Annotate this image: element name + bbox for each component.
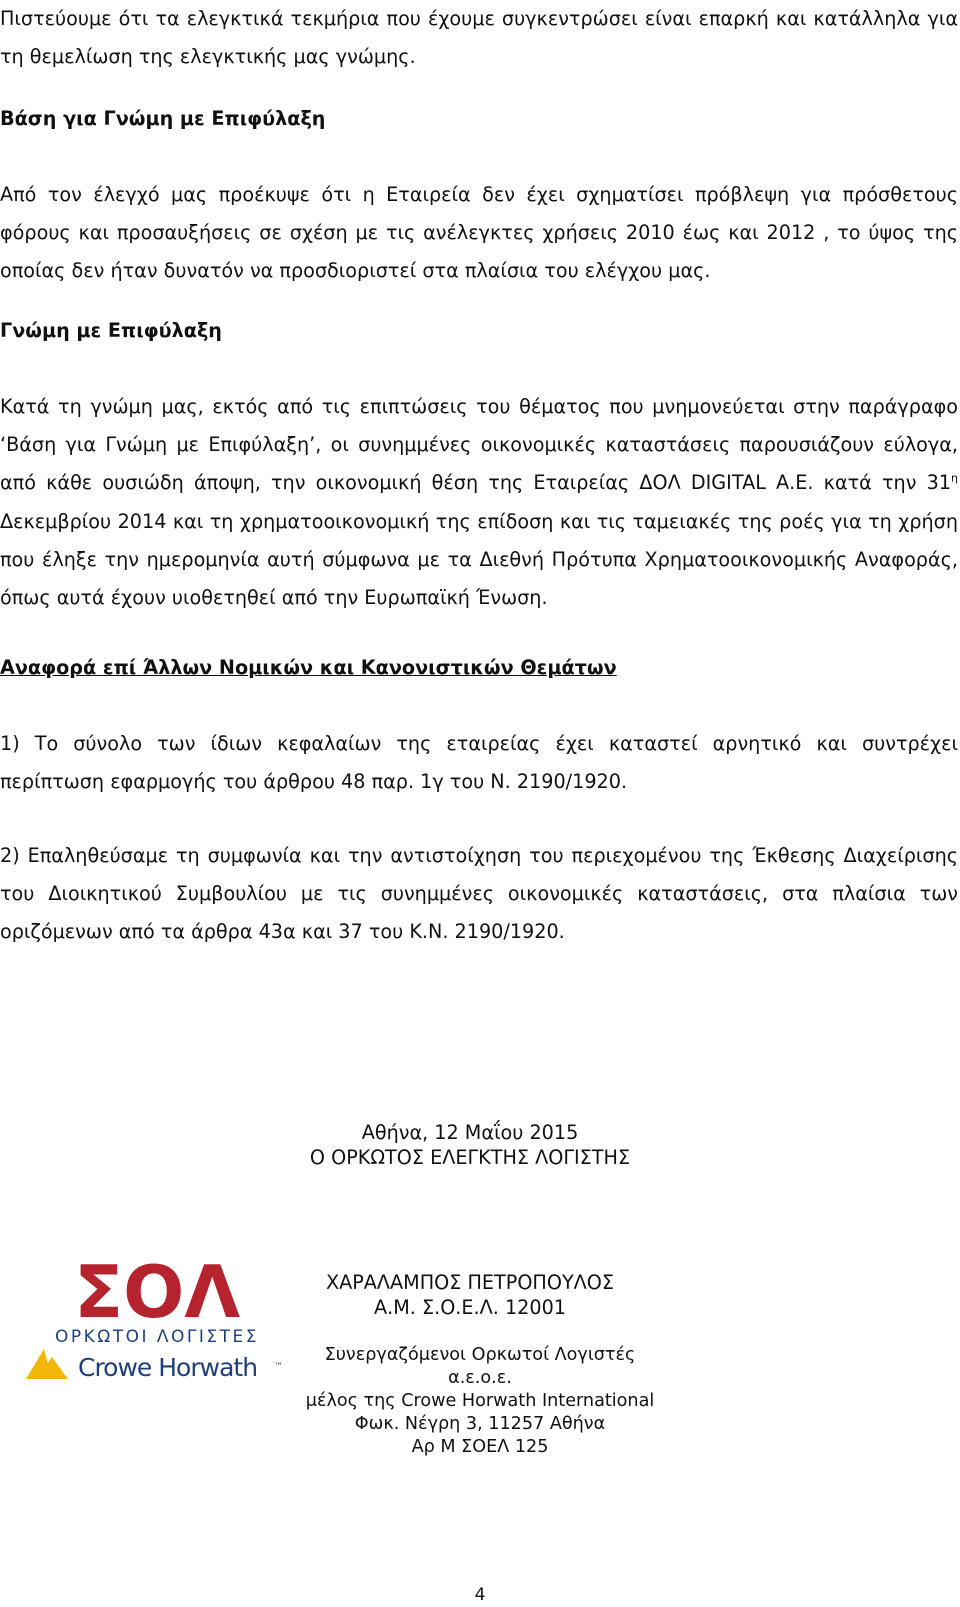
paragraph-qualified-opinion xyxy=(0,388,958,617)
auditor-registration: Α.Μ. Σ.Ο.Ε.Λ. 12001 xyxy=(374,1296,566,1319)
firm-line-1: Συνεργαζόμενοι Ορκωτοί Λογιστές α.ε.ο.ε. xyxy=(324,1345,636,1388)
logo-trademark: ™ xyxy=(274,1362,283,1372)
firm-line-3: Φωκ. Νέγρη 3, 11257 Αθήνα xyxy=(354,1414,606,1434)
firm-line-2: μέλος της Crowe Horwath International xyxy=(305,1391,655,1411)
paragraph-sufficient-evidence: Πιστεύουμε ότι τα ελεγκτικά τεκμήρια που έχουμε συγκεντρώσει είναι επαρκή και κατάλληλα για τη θεμελίωση της ελεγκτικής μας γνώμης. xyxy=(0,7,958,69)
paragraph-management-report: 2) Επαληθεύσαμε τη συμφωνία και την αντιστοίχηση του περιεχομένου της Έκθεσης Διαχείρισης του Διοικητικού Συμβουλίου με τις συνημμένες οικονομικές καταστάσεις, στα πλαίσια των οριζόμενων από τα άρθρα 43α και 37 του Κ.Ν. 2190/1920. xyxy=(0,844,958,944)
auditor-role: Ο ΟΡΚΩΤΟΣ ΕΛΕΓΚΤΗΣ ΛΟΓΙΣΤΗΣ xyxy=(309,1146,631,1169)
opinion-text-part-2: Δεκεμβρίου 2014 και τη χρηματοοικονομική της επίδοση και τις ταμειακές της ροές για τη χρήση που έληξε την ημερομηνία αυτή σύμφωνα με τα Διεθνή Πρότυπα Χρηματοοικονομικής Αναφοράς, όπως αυτά έχουν υιοθετηθεί από την Ευρωπαϊκή Ένωση. xyxy=(0,509,958,610)
sol-crowe-horwath-logo xyxy=(22,1255,292,1385)
opinion-text-part-1: Κατά τη γνώμη μας, εκτός από τις επιπτώσεις του θέματος που μνημονεύεται στην παράγραφο ‘Βάση για Γνώμη με Επιφύλαξη’, οι συνημμένες οικονομικές καταστάσεις παρουσιάζουν εύλογα, από κάθε ουσιώδη άποψη, την οικονομική θέση της Εταιρείας ΔΟΛ DIGITAL Α.Ε. κατά την 31 xyxy=(0,395,958,495)
heading-qualified-opinion: Γνώμη με Επιφύλαξη xyxy=(0,319,222,342)
audit-firm-details xyxy=(290,1344,670,1459)
paragraph-negative-equity: 1) Το σύνολο των ίδιων κεφαλαίων της εταιρείας έχει καταστεί αρνητικό και συντρέχει περίπτωση εφαρμογής του άρθρου 48 παρ. 1γ του Ν. 2190/1920. xyxy=(0,732,958,794)
ordinal-superscript: η xyxy=(951,472,958,486)
page-number: 4 xyxy=(474,1585,486,1605)
crowe-horwath-mark-icon xyxy=(26,1349,68,1379)
paragraph-basis-qualified-opinion: Από τον έλεγχό μας προέκυψε ότι η Εταιρεία δεν έχει σχηματίσει πρόβλεψη για πρόσθετους φόρους και προσαυξήσεις σε σχέση με τις ανέλεγκτες χρήσεις 2010 έως και 2012 , το ύψος της οποίας δεν ήταν δυνατόν να προσδιοριστεί στα πλαίσια του ελέγχου μας. xyxy=(0,183,958,283)
auditor-name-block xyxy=(300,1270,640,1320)
logo-subtitle: ΟΡΚΩΤΟΙ ΛΟΓΙΣΤΕΣ xyxy=(54,1327,260,1347)
heading-basis-qualified-opinion: Βάση για Γνώμη με Επιφύλαξη xyxy=(0,107,326,130)
logo-brand-text: Crowe Horwath xyxy=(78,1353,258,1382)
auditor-name: ΧΑΡΑΛΑΜΠΟΣ ΠΕΤΡΟΠΟΥΛΟΣ xyxy=(325,1271,615,1294)
heading-other-legal-matters: Αναφορά επί Άλλων Νομικών και Κανονιστικών Θεμάτων xyxy=(0,656,617,679)
firm-line-4: Αρ Μ ΣΟΕΛ 125 xyxy=(411,1437,549,1457)
place-date: Αθήνα, 12 Μαΐου 2015 xyxy=(361,1121,579,1144)
signature-header xyxy=(300,1120,640,1170)
logo-main-text: ΣΟΛ xyxy=(73,1255,241,1334)
